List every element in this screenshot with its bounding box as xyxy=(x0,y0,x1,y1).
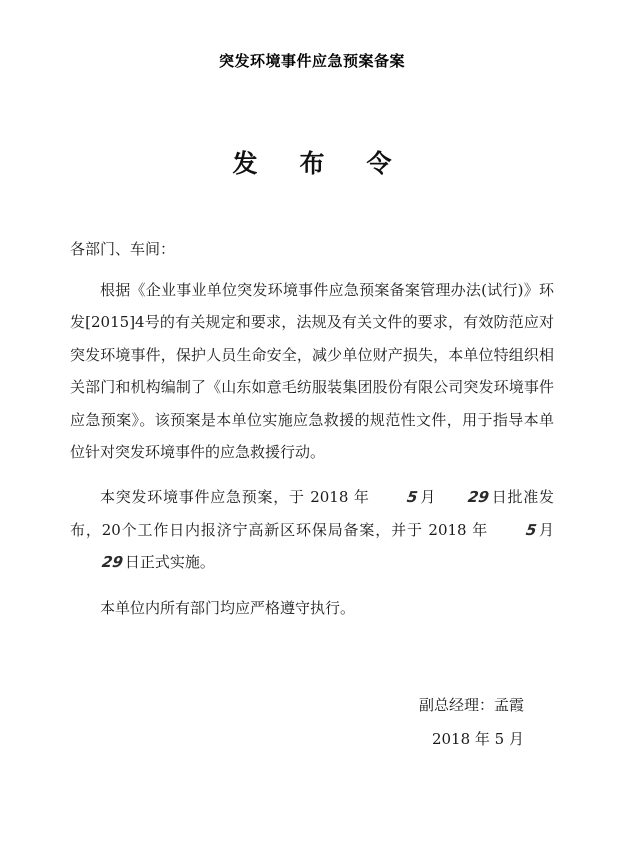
handwritten-month: 5 xyxy=(524,520,538,539)
handwritten-month: 5 xyxy=(405,488,419,507)
release-text-4: 月 xyxy=(538,520,554,539)
document-title: 发布令 xyxy=(232,149,434,178)
handwritten-day: 29 xyxy=(466,488,491,507)
release-text-3: 日批准发布，20个工作日内报济宁高新区环保局备案，并于 2018 年 xyxy=(70,488,554,539)
paragraph-release xyxy=(70,481,554,578)
signature-date: 2018 年 5 月 xyxy=(431,730,524,748)
handwritten-day: 29 xyxy=(100,553,125,572)
paragraph-basis: 根据《企业事业单位突发环境事件应急预案备案管理办法(试行)》环发[2015]4号的有关规定和要求，法规及有关文件的要求，有效防范应对突发环境事件，保护人员生命安全，减少单位财产损失，本单位特组织相关部门和机构编制了《山东如意毛纺服装集团股份有限公司突发环境事件应急预案》。该预案是本单位实施应急救援的规范性文件，用于指导本单位针对突发环境事件的应急救援行动。 xyxy=(70,281,554,462)
signature-line: 副总经理：孟霞 xyxy=(418,696,524,714)
document-body xyxy=(70,274,554,624)
document-header: 突发环境事件应急预案备案 xyxy=(218,52,405,70)
release-text-1: 本突发环境事件应急预案，于 2018 年 xyxy=(100,488,376,507)
paragraph-compliance: 本单位内所有部门均应严格遵守执行。 xyxy=(100,598,356,617)
release-text-2: 月 xyxy=(419,488,437,507)
salutation: 各部门、车间： xyxy=(70,240,176,258)
release-text-5: 日正式实施。 xyxy=(124,553,215,572)
